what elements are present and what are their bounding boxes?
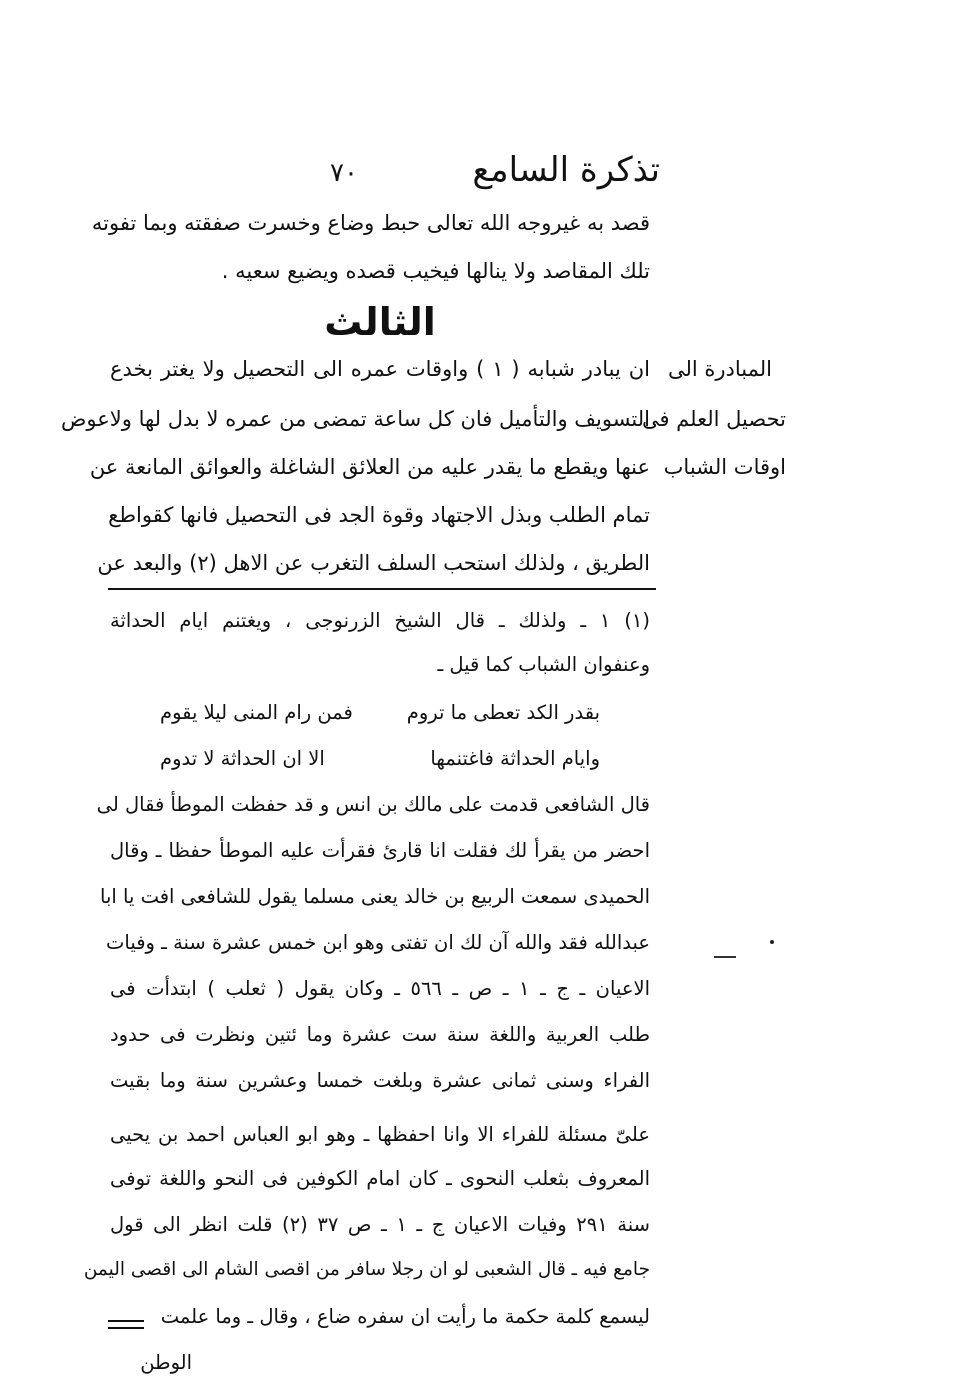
footnote-line: احضر من يقرأ لك فقلت انا قارئ فقرأت عليه الموطأ حفظا ـ وقال bbox=[110, 839, 650, 862]
ink-dash bbox=[714, 956, 736, 958]
main-text-line: عنها ويقطع ما يقدر عليه من العلائق الشاغلة والعوائق المانعة عن bbox=[89, 455, 650, 479]
main-text-line: التسويف والتأميل فان كل ساعة تمضى من عمره لا بدل لها ولاعوض bbox=[61, 407, 650, 431]
footnote-line: الفراء وسنى ثمانى عشرة وبلغت خمسا وعشرين سنة وما بقيت bbox=[110, 1069, 650, 1092]
footnote-line: جامع فيه ـ قال الشعبى لو ان رجلا سافر من اقصى الشام الى اقصى اليمن bbox=[83, 1259, 650, 1280]
footnote-line: عبدالله فقد والله آن لك ان تفتى وهو ابن خمس عشرة سنة ـ وفيات bbox=[106, 931, 650, 954]
footnote-line: طلب العربية واللغة سنة ست عشرة وما ئتين ونظرت فى حدود bbox=[110, 1023, 650, 1046]
footnote-line: المعروف بثعلب النحوى ـ كان امام الكوفين فى النحو واللغة توفى bbox=[110, 1167, 650, 1190]
verse-line bbox=[160, 700, 600, 725]
footnote-separator bbox=[108, 588, 656, 590]
footnote-line: ليسمع كلمة حكمة ما رأيت ان سفره ضاع ، وقال ـ وما علمت bbox=[160, 1305, 650, 1328]
continuation-mark bbox=[108, 1320, 144, 1329]
ink-dot bbox=[770, 940, 774, 944]
footnote-line: علىّ مسئلة للفراء الا وانا احفظها ـ وهو ابو العباس احمد بن يحيى bbox=[110, 1123, 650, 1146]
verse-first-hemistich: بقدر الكد تعطى ما تروم bbox=[406, 701, 600, 724]
verse-second-hemistich: الا ان الحداثة لا تدوم bbox=[160, 747, 325, 770]
margin-note-line: المبادرة الى bbox=[667, 357, 772, 381]
footnote-line: وعنفوان الشباب كما قيل ـ bbox=[437, 653, 650, 676]
footnote-line: الاعيان ـ ج ـ ١ ـ ص ـ ٥٦٦ ـ وكان يقول ( ثعلب ) ابتدأت فى bbox=[110, 977, 651, 1000]
verse-line bbox=[160, 746, 600, 771]
book-title: تذكرة السامع bbox=[472, 150, 660, 190]
main-text-line: ان يبادر شبابه ( ١ ) واوقات عمره الى التحصيل ولا يغتر بخدع bbox=[110, 357, 650, 381]
intro-line: قصد به غيروجه الله تعالى حبط وضاع وخسرت صفقته وبما تفوته bbox=[91, 211, 650, 235]
catchword: الوطن bbox=[140, 1351, 192, 1374]
main-text-line: تمام الطلب وبذل الاجتهاد وقوة الجد فى التحصيل فانها كقواطع bbox=[108, 503, 650, 527]
main-text-line: الطريق ، ولذلك استحب السلف التغرب عن الاهل (٢) والبعد عن bbox=[97, 551, 650, 575]
footnote-line: سنة ٢٩١ وفيات الاعيان ج ـ ١ ـ ص ٣٧ (٢) قلت انظر الى قول bbox=[110, 1213, 650, 1236]
verse-second-hemistich: فمن رام المنى ليلا يقوم bbox=[160, 701, 353, 724]
footnote-line: (١) ١ ـ ولذلك ـ قال الشيخ الزرنوجى ، ويغتنم ايام الحداثة bbox=[110, 609, 650, 632]
section-heading: الثالث bbox=[324, 300, 436, 344]
margin-note-line: تحصيل العلم فى bbox=[641, 407, 786, 431]
page-number: ٧٠ bbox=[330, 158, 358, 188]
page-header bbox=[330, 150, 660, 200]
footnote-line: الحميدى سمعت الربيع بن خالد يعنى مسلما يقول للشافعى افت يا ابا bbox=[100, 885, 650, 908]
margin-note-line: اوقات الشباب bbox=[663, 455, 786, 479]
verse-first-hemistich: وايام الحداثة فاغتنمها bbox=[430, 747, 600, 770]
footnote-line: قال الشافعى قدمت على مالك بن انس و قد حفظت الموطأ فقال لى bbox=[96, 793, 650, 816]
intro-line: تلك المقاصد ولا ينالها فيخيب قصده ويضيع سعيه . bbox=[221, 259, 650, 283]
